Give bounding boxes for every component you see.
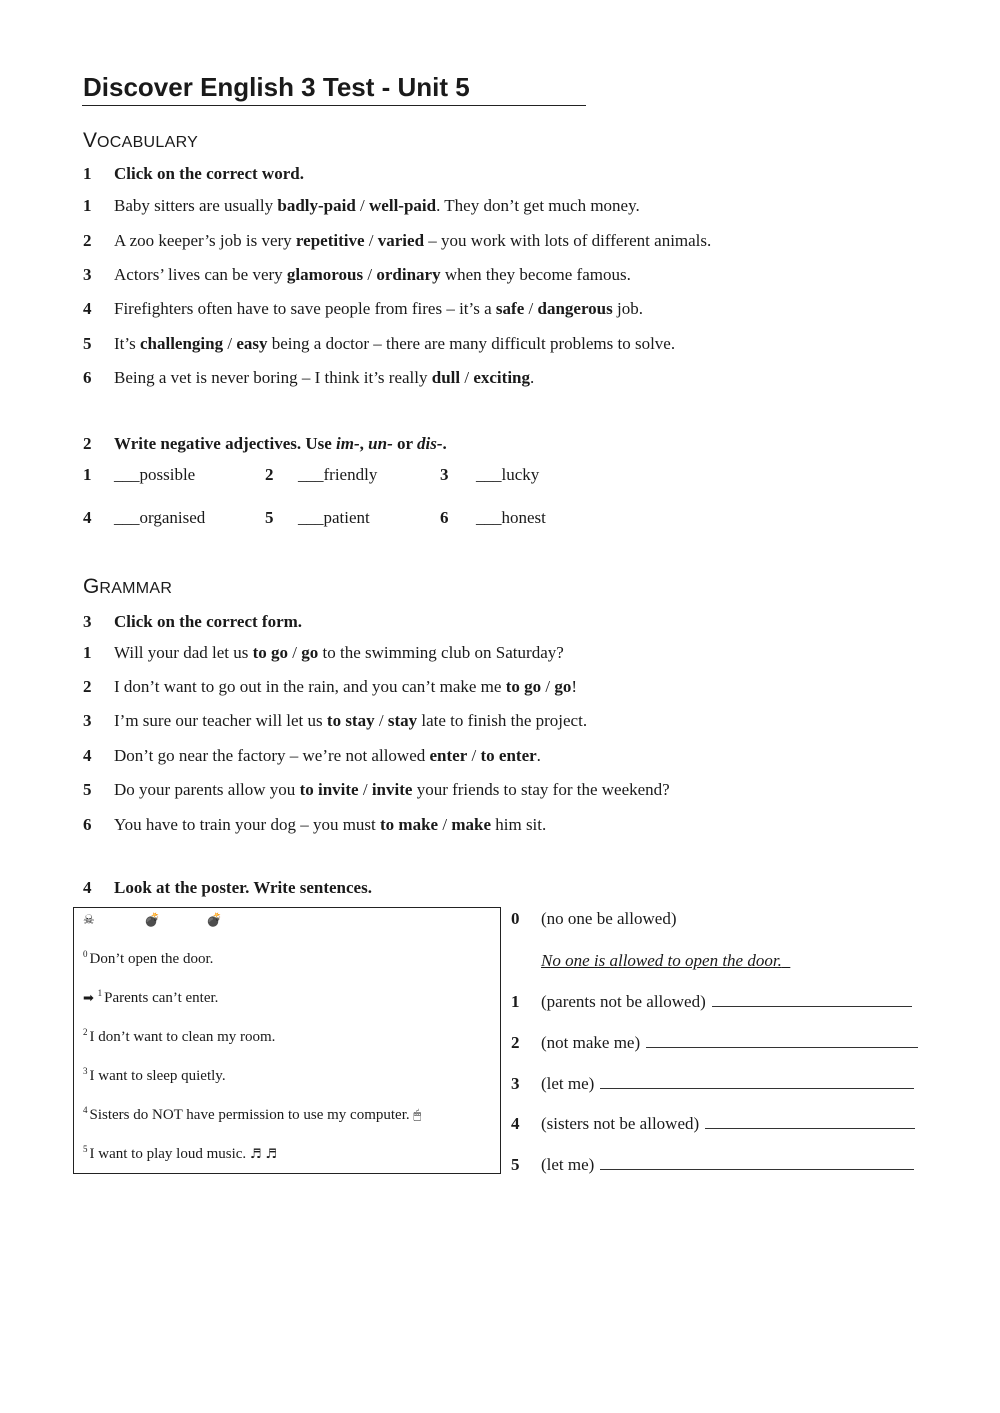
- prefix-im: im-: [336, 434, 360, 453]
- sentence-item: [114, 196, 640, 216]
- word-option[interactable]: dull: [431, 368, 461, 387]
- item-number: 6: [440, 508, 449, 527]
- exercise-number: 4: [83, 878, 92, 897]
- answer-input[interactable]: [712, 992, 912, 1007]
- rule-text: I want to sleep quietly.: [89, 1068, 226, 1084]
- sentence-item: [114, 677, 577, 697]
- prefix-dis: dis-: [416, 434, 443, 453]
- item-number: 1: [83, 196, 92, 215]
- sentence-text: Being a vet is never boring – I think it’s really: [114, 368, 432, 387]
- word-blank-item[interactable]: ___lucky: [476, 465, 540, 484]
- form-option[interactable]: go: [301, 643, 319, 662]
- sentence-text: .: [536, 746, 541, 765]
- sentence-text: It’s: [114, 334, 140, 353]
- word-option[interactable]: well-paid: [369, 196, 437, 215]
- poster-rule: [83, 949, 213, 968]
- mouse-icon: 🖱: [413, 1108, 422, 1123]
- item-number: 2: [265, 465, 274, 484]
- item-number: 6: [83, 368, 92, 387]
- poster-rule: [83, 1144, 277, 1163]
- prompt-line: [541, 1033, 918, 1053]
- separator: /: [288, 643, 302, 662]
- sentence-text: job.: [612, 299, 643, 318]
- sentence-text: Do your parents allow you: [114, 780, 300, 799]
- prompt-text: (no one be allowed): [541, 909, 677, 928]
- heading-rest: RAMMAR: [99, 580, 173, 597]
- item-number: 3: [511, 1074, 520, 1093]
- separator: /: [524, 299, 538, 318]
- sentence-text: I don’t want to go out in the rain, and you can’t make me: [114, 677, 506, 696]
- prompt-text: (let me): [541, 1155, 595, 1174]
- form-option[interactable]: make: [451, 815, 491, 834]
- sentence-text: Baby sitters are usually: [114, 196, 278, 215]
- word-option[interactable]: glamorous: [286, 265, 364, 284]
- separator: /: [460, 368, 474, 387]
- item-number: 1: [83, 643, 92, 662]
- exercise-instruction: Look at the poster. Write sentences.: [114, 878, 372, 897]
- music-note-icon: ♬: [249, 1147, 262, 1162]
- separator: /: [374, 711, 388, 730]
- word-option[interactable]: dangerous: [537, 299, 613, 318]
- bomb-icon: 💣: [144, 913, 161, 928]
- exercise-instruction: Click on the correct word.: [114, 164, 304, 183]
- sentence-text: – you work with lots of different animals.: [424, 231, 712, 250]
- item-number: 2: [83, 231, 92, 250]
- separator: .: [442, 434, 447, 453]
- sentence-item: [114, 334, 675, 354]
- prompt-line: [541, 1155, 914, 1175]
- rule-text: I want to play loud music.: [89, 1146, 247, 1162]
- form-option[interactable]: to stay: [326, 711, 375, 730]
- section-heading-grammar: [83, 575, 172, 599]
- separator: /: [223, 334, 237, 353]
- prompt-text: (sisters not be allowed): [541, 1114, 700, 1133]
- prompt-text: (not make me): [541, 1033, 641, 1052]
- rule-number: 5: [83, 1144, 88, 1154]
- separator: /: [363, 265, 377, 284]
- word-option[interactable]: badly-paid: [277, 196, 356, 215]
- form-option[interactable]: to go: [505, 677, 542, 696]
- word-option[interactable]: safe: [495, 299, 525, 318]
- sentence-text: to the swimming club on Saturday?: [318, 643, 564, 662]
- item-number: 0: [511, 909, 520, 928]
- word-option[interactable]: easy: [236, 334, 268, 353]
- item-number: 3: [83, 711, 92, 730]
- item-number: 3: [440, 465, 449, 484]
- word-blank-item[interactable]: ___honest: [476, 508, 546, 527]
- poster-box: [73, 907, 501, 1174]
- word-option[interactable]: varied: [377, 231, 425, 250]
- item-number: 5: [83, 334, 92, 353]
- rule-text: Sisters do NOT have permission to use my computer.: [89, 1107, 410, 1123]
- example-answer: [541, 951, 790, 971]
- prompt-text: (let me): [541, 1074, 595, 1093]
- sentence-item: [114, 231, 711, 251]
- poster-rule: [83, 988, 218, 1007]
- item-number: 6: [83, 815, 92, 834]
- sentence-item: [114, 299, 643, 319]
- form-option[interactable]: to go: [252, 643, 289, 662]
- section-heading-vocabulary: [83, 129, 198, 153]
- word-blank-item[interactable]: ___patient: [298, 508, 370, 527]
- rule-number: 0: [83, 949, 88, 959]
- exercise-number: 3: [83, 612, 92, 631]
- separator: /: [467, 746, 481, 765]
- sentence-text: when they become famous.: [440, 265, 631, 284]
- form-option[interactable]: to make: [380, 815, 439, 834]
- sentence-item: [114, 265, 631, 285]
- word-blank-item[interactable]: ___friendly: [298, 465, 378, 484]
- sentence-text: Firefighters often have to save people from fires – it’s a: [114, 299, 496, 318]
- item-number: 2: [511, 1033, 520, 1052]
- instruction-text: Write negative adjectives. Use: [114, 434, 337, 453]
- word-option[interactable]: ordinary: [376, 265, 441, 284]
- music-note-icon: ♬: [265, 1147, 277, 1162]
- form-option[interactable]: invite: [371, 780, 413, 799]
- exercise-number: 1: [83, 164, 92, 183]
- sentence-item: [114, 643, 564, 663]
- sentence-text: . They don’t get much money.: [436, 196, 640, 215]
- sentence-text: I’m sure our teacher will let us: [114, 711, 327, 730]
- poster-rule: [83, 1105, 421, 1124]
- rule-number: 4: [83, 1105, 88, 1115]
- sentence-item: [114, 368, 534, 388]
- word-option[interactable]: exciting: [473, 368, 530, 387]
- example-text: No one is allowed to open the door.: [541, 951, 782, 970]
- poster-icons-row: [83, 912, 223, 929]
- sentence-text: .: [530, 368, 535, 387]
- prompt-line: [541, 1074, 914, 1094]
- exercise-instruction: [114, 434, 447, 454]
- answer-input[interactable]: [600, 1155, 914, 1170]
- word-blank-item[interactable]: ___organised: [114, 508, 206, 527]
- sentence-item: [114, 746, 541, 766]
- title-underline: [82, 105, 586, 106]
- item-number: 4: [511, 1114, 520, 1133]
- sentence-item: [114, 780, 670, 800]
- separator: ,: [359, 434, 369, 453]
- form-option[interactable]: stay: [387, 711, 418, 730]
- sentence-text: Will your dad let us: [114, 643, 253, 662]
- item-number: 1: [83, 465, 92, 484]
- sentence-text: You have to train your dog – you must: [114, 815, 381, 834]
- separator: /: [438, 815, 452, 834]
- arrow-right-icon: ➡: [83, 991, 94, 1006]
- sentence-item: [114, 711, 587, 731]
- heading-rest: OCABULARY: [97, 134, 199, 151]
- separator: /: [541, 677, 555, 696]
- word-option[interactable]: repetitive: [295, 231, 365, 250]
- sentence-text: Don’t go near the factory – we’re not allowed: [114, 746, 430, 765]
- sentence-text: your friends to stay for the weekend?: [412, 780, 670, 799]
- rule-number: 3: [83, 1066, 88, 1076]
- item-number: 5: [265, 508, 274, 527]
- heading-initial: G: [83, 575, 100, 598]
- item-number: 5: [511, 1155, 520, 1174]
- item-number: 4: [83, 508, 92, 527]
- form-option[interactable]: go: [554, 677, 572, 696]
- prompt-line: [541, 992, 912, 1012]
- heading-initial: V: [83, 129, 98, 152]
- sentence-text: A zoo keeper’s job is very: [114, 231, 296, 250]
- prefix-un: un-: [368, 434, 393, 453]
- item-number: 4: [83, 746, 92, 765]
- bomb-icon: 💣: [206, 913, 223, 928]
- sentence-item: [114, 815, 546, 835]
- prompt-line: [541, 1114, 915, 1134]
- sentence-text: him sit.: [491, 815, 547, 834]
- answer-input[interactable]: [600, 1074, 914, 1089]
- form-option[interactable]: to invite: [299, 780, 359, 799]
- rule-number: 1: [97, 988, 103, 998]
- word-blank-item[interactable]: ___possible: [114, 465, 196, 484]
- answer-input[interactable]: [705, 1114, 915, 1129]
- form-option[interactable]: to enter: [480, 746, 537, 765]
- page-title: Discover English 3 Test - Unit 5: [83, 72, 470, 102]
- rule-text: Don’t open the door.: [89, 951, 214, 967]
- sentence-text: Actors’ lives can be very: [114, 265, 287, 284]
- exercise-number: 2: [83, 434, 92, 453]
- item-number: 4: [83, 299, 92, 318]
- separator: /: [355, 196, 370, 215]
- poster-rule: [83, 1027, 275, 1046]
- separator: /: [364, 231, 378, 250]
- form-option[interactable]: enter: [429, 746, 468, 765]
- separator: or: [392, 434, 417, 453]
- item-number: 3: [83, 265, 92, 284]
- answer-input[interactable]: [646, 1033, 918, 1048]
- exercise-instruction: Click on the correct form.: [114, 612, 303, 631]
- rule-text: Parents can’t enter.: [104, 990, 219, 1006]
- separator: /: [358, 780, 372, 799]
- rule-text: I don’t want to clean my room.: [89, 1029, 276, 1045]
- item-number: 2: [83, 677, 92, 696]
- prompt-text: (parents not be allowed): [541, 992, 706, 1011]
- item-number: 5: [83, 780, 92, 799]
- poster-rule: [83, 1066, 226, 1085]
- rule-number: 2: [83, 1027, 88, 1037]
- sentence-text: being a doctor – there are many difficult problems to solve.: [267, 334, 676, 353]
- skull-icon: ☠: [83, 913, 95, 928]
- sentence-text: late to finish the project.: [417, 711, 588, 730]
- item-number: 1: [511, 992, 520, 1011]
- sentence-text: !: [571, 677, 578, 696]
- word-option[interactable]: challenging: [139, 334, 224, 353]
